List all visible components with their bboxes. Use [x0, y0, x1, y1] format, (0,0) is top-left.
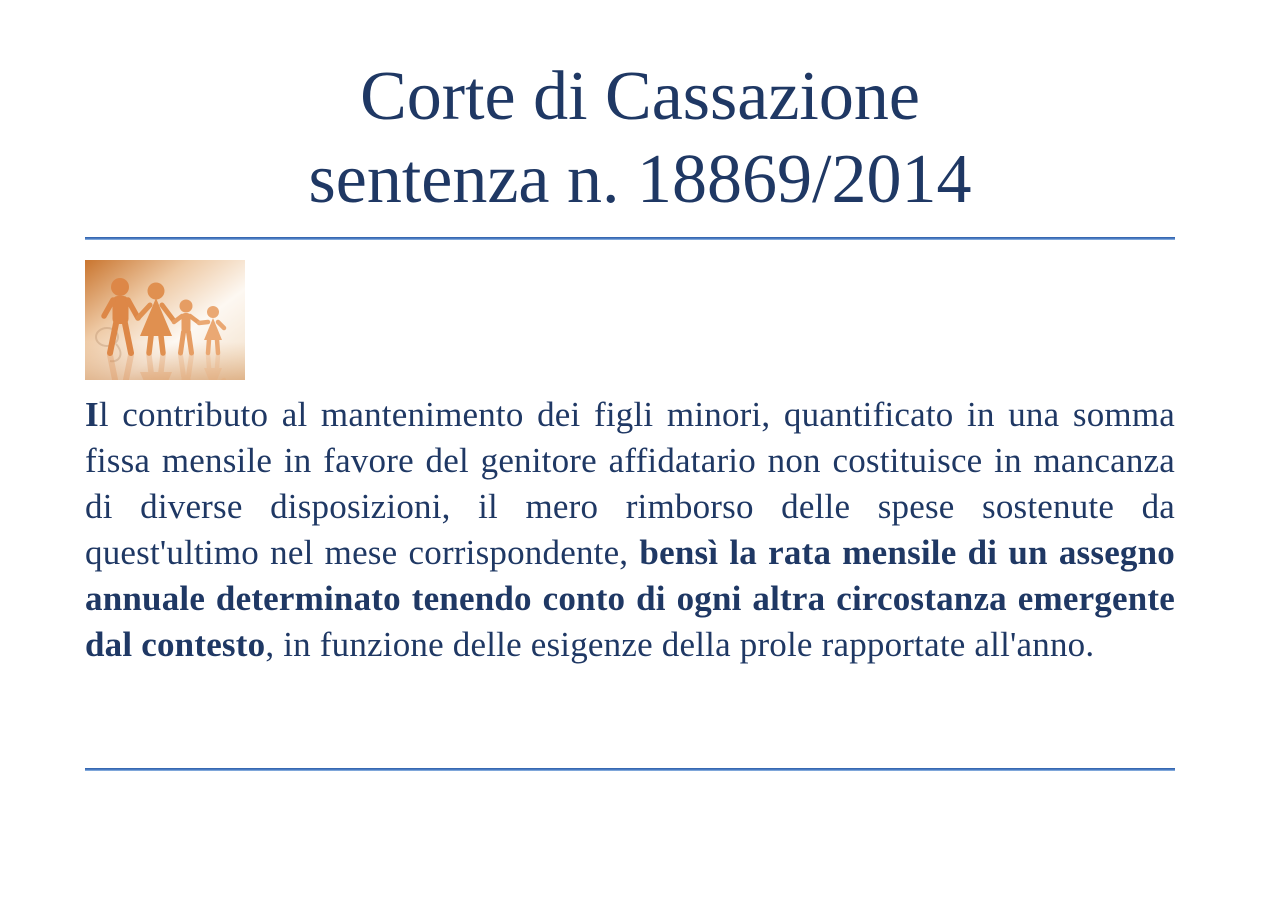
page-title — [0, 55, 1280, 221]
family-cutout-illustration — [85, 260, 245, 380]
title-line-2: sentenza n. 18869/2014 — [308, 141, 972, 218]
body-segment-regular-1: l contributo al mantenimento dei figli minori, quantificato in una somma fissa mensile in favore del genitore affidatario non costituisce in mancanza di diverse disposizioni, il mero rimborso delle spese sostenute da quest'ultimo nel mese corrispondente, — [85, 395, 1175, 572]
title-line-1: Corte di Cassazione — [360, 58, 920, 135]
divider-bottom — [85, 768, 1175, 771]
lead-capital: I — [85, 395, 99, 434]
body-segment-regular-2: , in funzione delle esigenze della prole rapportate all'anno. — [265, 625, 1095, 664]
body-paragraph — [85, 392, 1175, 668]
body-segment-bold: bensì la rata mensile di un assegno annuale determinato tenendo conto di ogni altra circostanza emergente dal contesto — [85, 533, 1175, 664]
family-cutout-image — [85, 260, 245, 380]
divider-top — [85, 237, 1175, 240]
